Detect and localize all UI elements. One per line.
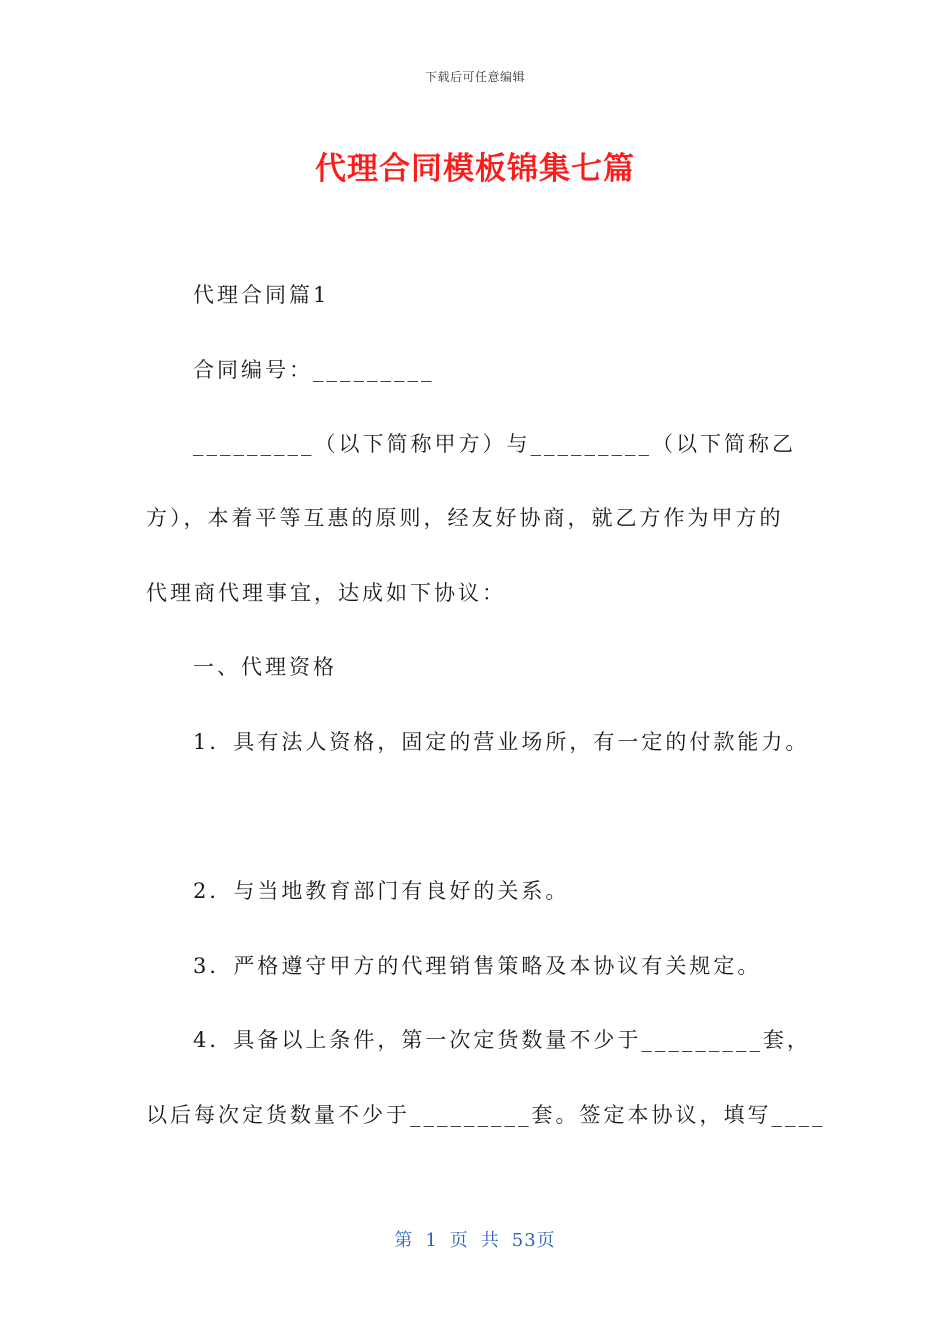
contract-number-line: 合同编号：_________ [193,358,435,382]
document-title: 代理合同模板锦集七篇 [315,151,635,187]
clause-item: 3．严格遵守甲方的代理销售策略及本协议有关规定。 [193,954,762,978]
clause-item: 2．与当地教育部门有良好的关系。 [193,879,570,903]
page-footer [0,1226,950,1252]
footer-page-number: 1 [425,1230,438,1251]
footer-total-word: 共 [480,1230,500,1251]
clause-item: 4．具备以上条件，第一次定货数量不少于_________套， [193,1028,811,1052]
paragraph-line: 方），本着平等互惠的原则，经友好协商，就乙方作为甲方的 [146,506,784,530]
clause-item: 1．具有法人资格，固定的营业场所，有一定的付款能力。 [193,730,810,754]
footer-page-word: 页 [449,1230,469,1251]
paragraph-line: 代理商代理事宜，达成如下协议： [146,581,506,605]
paragraph-line: 以后每次定货数量不少于_________套。签定本协议，填写____ [146,1103,826,1127]
section-heading: 代理合同篇1 [193,283,330,307]
clause-heading: 一、代理资格 [193,655,337,679]
footer-prefix: 第 [394,1230,414,1251]
header-note: 下载后可任意编辑 [424,70,525,84]
footer-total-pages: 53页 [511,1230,556,1251]
paragraph-line: _________（以下简称甲方）与_________（以下简称乙 [193,432,796,456]
